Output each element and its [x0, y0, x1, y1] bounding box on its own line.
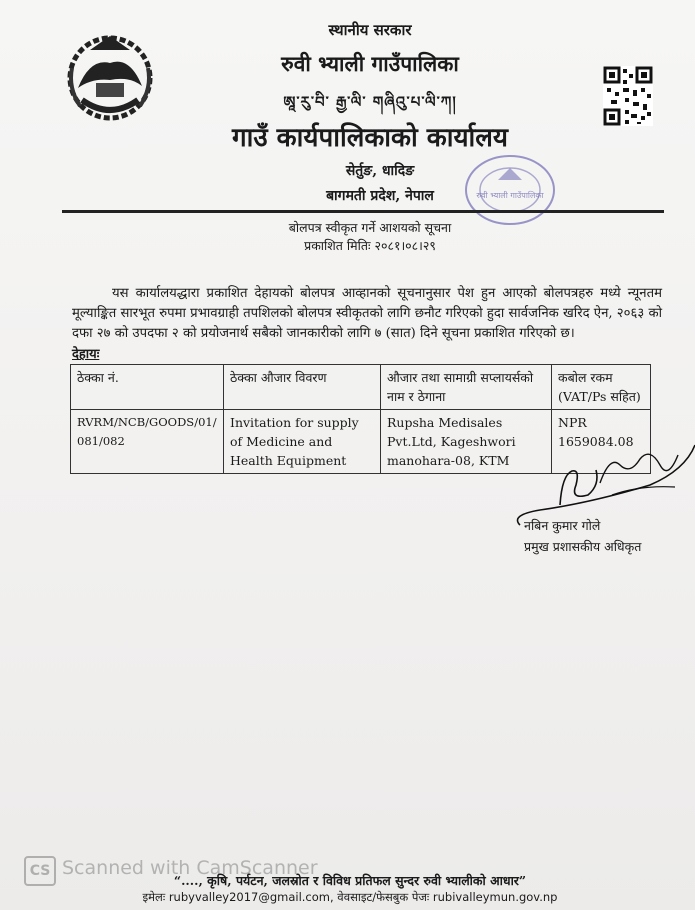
- footer-slogan: “...., कृषि, पर्यटन, जलस्रोत र विविध प्रतिफल सुन्दर रुवी भ्यालीको आधार”: [173, 873, 527, 888]
- official-stamp-icon: [462, 150, 558, 230]
- cell-contract-no: RVRM/NCB/GOODS/01/ 081/082: [71, 410, 224, 474]
- header-divider: [62, 210, 664, 213]
- local-government-label: स्थानीय सरकार: [328, 21, 412, 39]
- signatory-title: प्रमुख प्रशासकीय अधिकृत: [524, 539, 642, 554]
- table-header-row: [71, 365, 651, 410]
- notice-title: बोलपत्र स्वीकृत गर्ने आशयको सूचना: [288, 220, 452, 235]
- column-header-contract-no: ठेक्का नं.: [71, 365, 224, 410]
- cell-supplier: Rupsha Medisales Pvt.Ltd, Kageshwori manohara-08, KTM: [381, 410, 552, 474]
- municipality-name-tibetan: ཨཱ་རུ་བི་ རྒྱ་ལི་ གཞིའུ་པ་ལི་ཀ།: [283, 93, 457, 111]
- notice-body-text: यस कार्यालयद्धारा प्रकाशित देहायको बोलपत्र आव्हानको सूचनानुसार पेश हुन आएको बोलपत्रहरु मध्ये न्यूनतम मूल्याङ्कित सारभूत रुपमा प्रभावग्राही तपशिलको बोलपत्र स्वीकृतको लागि छनौट गरिएको हुदा सार्वजनिक खरिद ऐन, २०६३ को दफा २७ को उपदफा २ को प्रयोजनार्थ सबैको जानकारीको लागि ७ (सात) दिने सूचना प्रकाशित गरिएको छ।: [72, 286, 662, 341]
- qr-code-icon[interactable]: [603, 66, 653, 126]
- signatory-name: नबिन कुमार गोले: [524, 518, 601, 533]
- nepal-emblem-icon: [60, 28, 160, 124]
- office-name: गाउँ कार्यपालिकाको कार्यालय: [232, 123, 508, 153]
- column-header-supplier: औजार तथा सामाग्री सप्लायर्सको नाम र ठेगाना: [381, 365, 552, 410]
- column-header-bid-amount: कबोल रकम (VAT/Ps सहित): [552, 365, 651, 410]
- municipality-name: रुवी भ्याली गाउँपालिका: [281, 51, 459, 76]
- notice-date: प्रकाशित मितिः २०८१।०८।२९: [304, 238, 436, 253]
- cell-description: Invitation for supply of Medicine and Health Equipment: [224, 410, 381, 474]
- cell-bid-amount: NPR 1659084.08: [552, 410, 651, 474]
- column-header-description: ठेक्का औजार विवरण: [224, 365, 381, 410]
- address-line-2: बागमती प्रदेश, नेपाल: [326, 188, 434, 204]
- address-line-1: सेर्तुङ, धादिङ: [345, 163, 415, 179]
- camscanner-logo-icon: CS: [24, 856, 56, 886]
- details-label: देहायः: [72, 347, 100, 362]
- notice-body: [72, 284, 662, 344]
- stamp-text: रुवी भ्याली गाउँपालिका: [476, 191, 544, 200]
- camscanner-watermark: Scanned with CamScanner: [62, 857, 318, 879]
- footer-contact: इमेलः rubyvalley2017@gmail.com, वेवसाइट/फेसबुक पेजः rubivalleymun.gov.np: [142, 890, 558, 904]
